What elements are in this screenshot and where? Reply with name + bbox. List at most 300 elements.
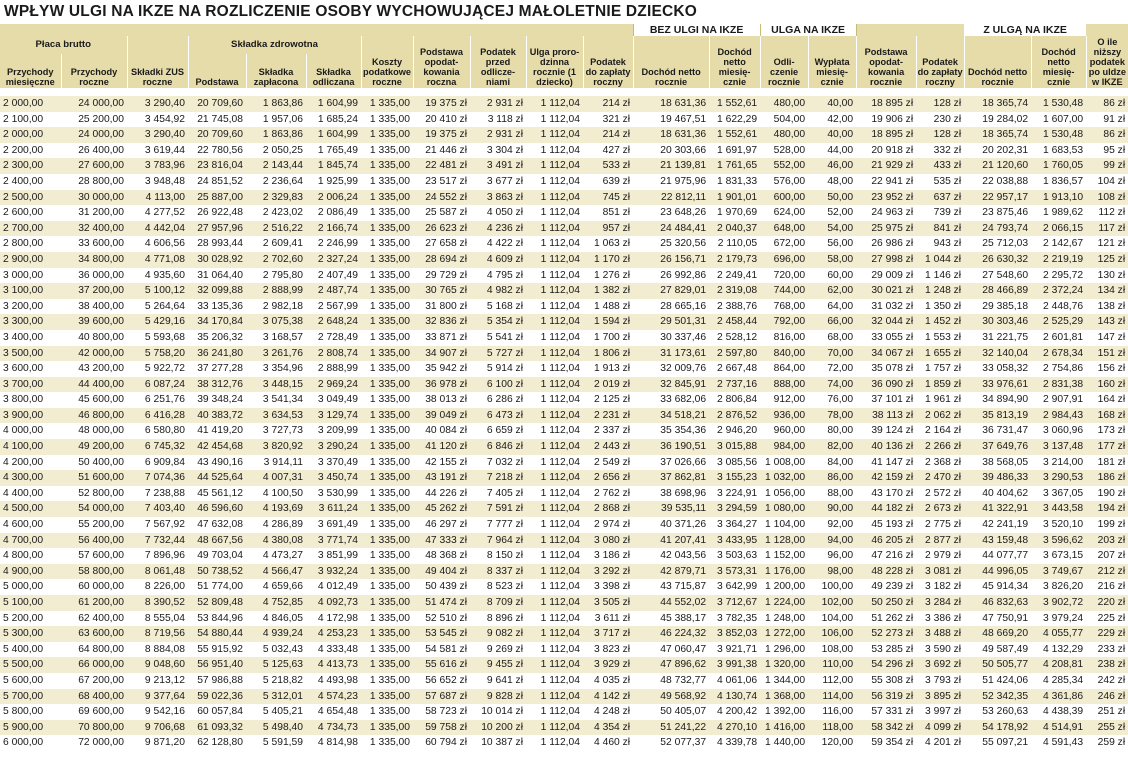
table-cell: 1 146 zł	[916, 268, 964, 284]
table-cell: 48 667,56	[188, 533, 246, 549]
table-cell: 3 186 zł	[583, 548, 633, 564]
table-cell: 3 137,48	[1031, 439, 1086, 455]
table-cell: 1 320,00	[760, 657, 808, 673]
table-cell: 38 113 zł	[856, 408, 916, 424]
table-cell: 51 774,00	[188, 579, 246, 595]
table-cell: 3 505 zł	[583, 595, 633, 611]
table-cell: 26 400,00	[61, 143, 127, 159]
table-cell: 23 816,04	[188, 158, 246, 174]
table-cell: 4 422 zł	[470, 236, 526, 252]
table-cell: 58,00	[808, 252, 856, 268]
header-z-dochod-rocznie: Dochód netto rocznie	[964, 36, 1031, 88]
table-cell: 43 191 zł	[413, 470, 470, 486]
table-cell: 94,00	[808, 533, 856, 549]
table-cell: 30 028,92	[188, 252, 246, 268]
table-cell: 49 404 zł	[413, 564, 470, 580]
table-cell: 1 552,61	[709, 96, 760, 112]
table-cell: 3 727,73	[246, 423, 306, 439]
table-cell: 4 248 zł	[583, 704, 633, 720]
ikze-table	[0, 24, 1128, 751]
table-cell: 3 168,57	[246, 330, 306, 346]
table-cell: 186 zł	[1086, 470, 1128, 486]
table-cell: 76,00	[808, 392, 856, 408]
table-cell: 4 300,00	[0, 470, 61, 486]
table-cell: 1 765,49	[306, 143, 361, 159]
table-cell: 52 077,37	[633, 735, 709, 751]
table-cell: 1 296,00	[760, 642, 808, 658]
table-cell: 4 200,00	[0, 455, 61, 471]
table-cell: 40 136 zł	[856, 439, 916, 455]
table-cell: 25 887,00	[188, 190, 246, 206]
table-cell: 68,00	[808, 330, 856, 346]
table-cell: 4 099 zł	[916, 720, 964, 736]
table-cell: 70,00	[808, 346, 856, 362]
table-cell: 1 112,04	[526, 704, 583, 720]
table-cell: 2 000,00	[0, 96, 61, 112]
table-cell: 28 993,44	[188, 236, 246, 252]
table-cell: 816,00	[760, 330, 808, 346]
table-cell: 2 110,05	[709, 236, 760, 252]
table-cell: 2 795,80	[246, 268, 306, 284]
table-cell: 5 922,72	[127, 361, 188, 377]
table-cell: 1 989,62	[1031, 205, 1086, 221]
table-cell: 1 112,04	[526, 392, 583, 408]
table-cell: 3 075,38	[246, 314, 306, 330]
table-cell: 4 473,27	[246, 548, 306, 564]
table-cell: 134 zł	[1086, 283, 1128, 299]
table-header	[0, 24, 1128, 88]
table-cell: 3 914,11	[246, 455, 306, 471]
table-cell: 1 335,00	[361, 392, 413, 408]
table-cell: 1 112,04	[526, 548, 583, 564]
table-cell: 6 909,84	[127, 455, 188, 471]
table-cell: 3 800,00	[0, 392, 61, 408]
table-row	[0, 548, 1128, 564]
table-cell: 233 zł	[1086, 642, 1128, 658]
table-cell: 2 458,44	[709, 314, 760, 330]
table-cell: 3 932,24	[306, 564, 361, 580]
table-cell: 1 335,00	[361, 252, 413, 268]
table-cell: 39 600,00	[61, 314, 127, 330]
table-cell: 4 285,34	[1031, 673, 1086, 689]
table-cell: 6 846 zł	[470, 439, 526, 455]
table-cell: 40 404,62	[964, 486, 1031, 502]
table-cell: 1 112,04	[526, 735, 583, 751]
table-cell: 50 505,77	[964, 657, 1031, 673]
table-cell: 3 541,34	[246, 392, 306, 408]
table-cell: 9 542,16	[127, 704, 188, 720]
table-cell: 3 863 zł	[470, 190, 526, 206]
table-cell: 177 zł	[1086, 439, 1128, 455]
table-cell: 1 335,00	[361, 439, 413, 455]
table-cell: 3 080 zł	[583, 533, 633, 549]
table-cell: 18 365,74	[964, 96, 1031, 112]
table-row	[0, 268, 1128, 284]
table-cell: 55 097,21	[964, 735, 1031, 751]
table-cell: 1 248,00	[760, 611, 808, 627]
table-cell: 2 500,00	[0, 190, 61, 206]
table-cell: 4 200,42	[709, 704, 760, 720]
table-cell: 3 292 zł	[583, 564, 633, 580]
table-cell: 52 342,35	[964, 689, 1031, 705]
table-cell: 9 213,12	[127, 673, 188, 689]
table-cell: 1 335,00	[361, 470, 413, 486]
table-cell: 1 056,00	[760, 486, 808, 502]
table-cell: 7 218 zł	[470, 470, 526, 486]
table-cell: 41 120 zł	[413, 439, 470, 455]
table-cell: 1 655 zł	[916, 346, 964, 362]
table-cell: 1 335,00	[361, 611, 413, 627]
table-cell: 61 200,00	[61, 595, 127, 611]
table-cell: 19 375 zł	[413, 127, 470, 143]
table-row	[0, 501, 1128, 517]
table-cell: 21 446 zł	[413, 143, 470, 159]
table-cell: 1 112,04	[526, 595, 583, 611]
table-cell: 46 297 zł	[413, 517, 470, 533]
table-cell: 54,00	[808, 221, 856, 237]
table-cell: 27 829,01	[633, 283, 709, 299]
table-cell: 86 zł	[1086, 127, 1128, 143]
table-cell: 1 831,33	[709, 174, 760, 190]
table-cell: 36 090 zł	[856, 377, 916, 393]
table-cell: 1 112,04	[526, 143, 583, 159]
table-cell: 54 581 zł	[413, 642, 470, 658]
table-cell: 242 zł	[1086, 673, 1128, 689]
table-cell: 3 997 zł	[916, 704, 964, 720]
table-cell: 9 377,64	[127, 689, 188, 705]
header-o-ile-nizszy: O ile niższy podatek po uldze w IKZE	[1086, 36, 1128, 88]
table-cell: 2 246,99	[306, 236, 361, 252]
table-cell: 648,00	[760, 221, 808, 237]
table-cell: 4 012,49	[306, 579, 361, 595]
table-cell: 7 777 zł	[470, 517, 526, 533]
table-cell: 216 zł	[1086, 579, 1128, 595]
table-cell: 41 207,41	[633, 533, 709, 549]
table-cell: 29 501,31	[633, 314, 709, 330]
table-cell: 6 580,80	[127, 423, 188, 439]
table-cell: 2 609,41	[246, 236, 306, 252]
table-cell: 2 728,49	[306, 330, 361, 346]
table-cell: 37 200,00	[61, 283, 127, 299]
table-cell: 2 601,81	[1031, 330, 1086, 346]
table-cell: 4 493,98	[306, 673, 361, 689]
table-cell: 26 623 zł	[413, 221, 470, 237]
table-cell: 3 118 zł	[470, 112, 526, 128]
table-cell: 2 806,84	[709, 392, 760, 408]
table-cell: 3 895 zł	[916, 689, 964, 705]
table-cell: 48 228 zł	[856, 564, 916, 580]
table-cell: 1 685,24	[306, 112, 361, 128]
table-cell: 1 112,04	[526, 501, 583, 517]
table-row	[0, 626, 1128, 642]
table-cell: 3 354,96	[246, 361, 306, 377]
table-cell: 18 631,36	[633, 127, 709, 143]
table-cell: 5 200,00	[0, 611, 61, 627]
table-cell: 1 335,00	[361, 330, 413, 346]
table-cell: 3 717 zł	[583, 626, 633, 642]
table-cell: 2 877 zł	[916, 533, 964, 549]
table-cell: 321 zł	[583, 112, 633, 128]
table-cell: 22 957,17	[964, 190, 1031, 206]
table-cell: 552,00	[760, 158, 808, 174]
table-cell: 1 836,57	[1031, 174, 1086, 190]
table-row	[0, 236, 1128, 252]
table-cell: 4 734,73	[306, 720, 361, 736]
table-cell: 48 368 zł	[413, 548, 470, 564]
table-cell: 1 335,00	[361, 564, 413, 580]
table-cell: 1 176,00	[760, 564, 808, 580]
table-cell: 1 008,00	[760, 455, 808, 471]
table-cell: 1 594 zł	[583, 314, 633, 330]
header-bez-dochod-rocznie: Dochód netto rocznie	[633, 36, 709, 88]
table-cell: 2 487,74	[306, 283, 361, 299]
table-cell: 2 266 zł	[916, 439, 964, 455]
table-cell: 5 000,00	[0, 579, 61, 595]
table-cell: 2 319,08	[709, 283, 760, 299]
table-cell: 9 269 zł	[470, 642, 526, 658]
table-cell: 34 170,84	[188, 314, 246, 330]
table-cell: 66 000,00	[61, 657, 127, 673]
table-cell: 3 851,99	[306, 548, 361, 564]
table-cell: 960,00	[760, 423, 808, 439]
table-cell: 1 112,04	[526, 361, 583, 377]
table-cell: 1 112,04	[526, 657, 583, 673]
table-cell: 3 691,49	[306, 517, 361, 533]
table-cell: 43 170 zł	[856, 486, 916, 502]
table-cell: 3 284 zł	[916, 595, 964, 611]
table-cell: 2 470 zł	[916, 470, 964, 486]
table-cell: 2 062 zł	[916, 408, 964, 424]
table-cell: 1 112,04	[526, 455, 583, 471]
table-cell: 23 875,46	[964, 205, 1031, 221]
table-cell: 2 888,99	[306, 361, 361, 377]
table-cell: 1 112,04	[526, 283, 583, 299]
table-cell: 52 809,48	[188, 595, 246, 611]
table-cell: 42 155 zł	[413, 455, 470, 471]
table-cell: 1 170 zł	[583, 252, 633, 268]
header-placa-brutto: Płaca brutto	[0, 36, 127, 54]
table-row	[0, 112, 1128, 128]
table-cell: 1 335,00	[361, 174, 413, 190]
table-cell: 147 zł	[1086, 330, 1128, 346]
table-cell: 639 zł	[583, 174, 633, 190]
table-cell: 118,00	[808, 720, 856, 736]
table-row	[0, 579, 1128, 595]
table-cell: 138 zł	[1086, 299, 1128, 315]
table-cell: 86 zł	[1086, 96, 1128, 112]
table-cell: 80,00	[808, 423, 856, 439]
table-cell: 28 466,89	[964, 283, 1031, 299]
table-cell: 9 048,60	[127, 657, 188, 673]
table-cell: 33 600,00	[61, 236, 127, 252]
table-cell: 54 178,92	[964, 720, 1031, 736]
table-cell: 3 443,58	[1031, 501, 1086, 517]
table-cell: 851 zł	[583, 205, 633, 221]
table-cell: 151 zł	[1086, 346, 1128, 362]
table-cell: 7 732,44	[127, 533, 188, 549]
table-cell: 1 276 zł	[583, 268, 633, 284]
table-cell: 55 200,00	[61, 517, 127, 533]
table-cell: 53 545 zł	[413, 626, 470, 642]
table-cell: 1 112,04	[526, 689, 583, 705]
table-cell: 108 zł	[1086, 190, 1128, 206]
table-cell: 4 566,47	[246, 564, 306, 580]
table-cell: 3 642,99	[709, 579, 760, 595]
table-cell: 24 484,41	[633, 221, 709, 237]
table-row	[0, 689, 1128, 705]
table-cell: 238 zł	[1086, 657, 1128, 673]
table-cell: 3 290,40	[127, 127, 188, 143]
table-cell: 7 567,92	[127, 517, 188, 533]
table-cell: 98,00	[808, 564, 856, 580]
table-cell: 33 682,06	[633, 392, 709, 408]
table-cell: 56,00	[808, 236, 856, 252]
table-cell: 1 335,00	[361, 283, 413, 299]
table-cell: 1 335,00	[361, 657, 413, 673]
table-cell: 4 700,00	[0, 533, 61, 549]
table-cell: 48 732,77	[633, 673, 709, 689]
table-cell: 3 700,00	[0, 377, 61, 393]
table-cell: 1 335,00	[361, 455, 413, 471]
table-cell: 58 723 zł	[413, 704, 470, 720]
table-cell: 1 112,04	[526, 423, 583, 439]
table-row	[0, 408, 1128, 424]
table-cell: 214 zł	[583, 127, 633, 143]
table-cell: 3 224,91	[709, 486, 760, 502]
table-cell: 230 zł	[916, 112, 964, 128]
table-cell: 4 100,50	[246, 486, 306, 502]
table-cell: 2 388,76	[709, 299, 760, 315]
table-cell: 1 112,04	[526, 470, 583, 486]
table-cell: 4 253,23	[306, 626, 361, 642]
table-cell: 943 zł	[916, 236, 964, 252]
table-cell: 1 416,00	[760, 720, 808, 736]
table-cell: 128 zł	[916, 96, 964, 112]
table-cell: 26 922,48	[188, 205, 246, 221]
table-cell: 1 335,00	[361, 517, 413, 533]
table-cell: 48,00	[808, 174, 856, 190]
table-cell: 90,00	[808, 501, 856, 517]
table-cell: 4 600,00	[0, 517, 61, 533]
table-cell: 9 871,20	[127, 735, 188, 751]
table-cell: 32 845,91	[633, 377, 709, 393]
table-cell: 4 172,98	[306, 611, 361, 627]
table-cell: 32 044 zł	[856, 314, 916, 330]
table-cell: 3 530,99	[306, 486, 361, 502]
table-cell: 20 410 zł	[413, 112, 470, 128]
table-cell: 37 862,81	[633, 470, 709, 486]
table-cell: 1 961 zł	[916, 392, 964, 408]
table-cell: 3 749,67	[1031, 564, 1086, 580]
table-cell: 1 112,04	[526, 533, 583, 549]
table-row	[0, 283, 1128, 299]
table-cell: 2 516,22	[246, 221, 306, 237]
table-cell: 6 000,00	[0, 735, 61, 751]
table-cell: 3 015,88	[709, 439, 760, 455]
table-cell: 3 370,49	[306, 455, 361, 471]
table-cell: 251 zł	[1086, 704, 1128, 720]
table-cell: 1 335,00	[361, 626, 413, 642]
table-cell: 7 032 zł	[470, 455, 526, 471]
table-cell: 54 296 zł	[856, 657, 916, 673]
table-cell: 25 587 zł	[413, 205, 470, 221]
table-cell: 5 429,16	[127, 314, 188, 330]
table-cell: 8 719,56	[127, 626, 188, 642]
table-cell: 2 066,15	[1031, 221, 1086, 237]
table-row	[0, 486, 1128, 502]
table-row	[0, 143, 1128, 159]
table-cell: 2 549 zł	[583, 455, 633, 471]
table-cell: 3 921,71	[709, 642, 760, 658]
table-cell: 55 915,92	[188, 642, 246, 658]
table-cell: 3 491 zł	[470, 158, 526, 174]
table-cell: 3 929 zł	[583, 657, 633, 673]
table-cell: 3 771,74	[306, 533, 361, 549]
table-cell: 864,00	[760, 361, 808, 377]
table-cell: 3 433,95	[709, 533, 760, 549]
table-cell: 20 303,66	[633, 143, 709, 159]
table-cell: 1 335,00	[361, 486, 413, 502]
table-cell: 1 112,04	[526, 642, 583, 658]
table-cell: 2 443 zł	[583, 439, 633, 455]
table-cell: 2 100,00	[0, 112, 61, 128]
table-cell: 121 zł	[1086, 236, 1128, 252]
table-cell: 55 616 zł	[413, 657, 470, 673]
table-cell: 2 700,00	[0, 221, 61, 237]
table-cell: 7 896,96	[127, 548, 188, 564]
table-cell: 1 335,00	[361, 579, 413, 595]
table-cell: 4 460 zł	[583, 735, 633, 751]
table-cell: 7 403,40	[127, 501, 188, 517]
table-cell: 4 400,00	[0, 486, 61, 502]
table-cell: 42,00	[808, 112, 856, 128]
table-cell: 3 503,63	[709, 548, 760, 564]
table-cell: 34 067 zł	[856, 346, 916, 362]
table-cell: 2 231 zł	[583, 408, 633, 424]
table-cell: 2 019 zł	[583, 377, 633, 393]
table-cell: 936,00	[760, 408, 808, 424]
table-cell: 3 820,92	[246, 439, 306, 455]
table-cell: 504,00	[760, 112, 808, 128]
table-cell: 1 112,04	[526, 626, 583, 642]
table-row	[0, 330, 1128, 346]
table-cell: 4 814,98	[306, 735, 361, 751]
table-cell: 3 677 zł	[470, 174, 526, 190]
table-cell: 70 800,00	[61, 720, 127, 736]
table-cell: 6 100 zł	[470, 377, 526, 393]
table-cell: 39 049 zł	[413, 408, 470, 424]
table-cell: 1 335,00	[361, 408, 413, 424]
table-cell: 2 907,91	[1031, 392, 1086, 408]
table-cell: 1 104,00	[760, 517, 808, 533]
table-cell: 45 388,17	[633, 611, 709, 627]
table-row	[0, 595, 1128, 611]
table-cell: 2 295,72	[1031, 268, 1086, 284]
table-cell: 1 700 zł	[583, 330, 633, 346]
table-cell: 4 286,89	[246, 517, 306, 533]
table-cell: 168 zł	[1086, 408, 1128, 424]
table-cell: 6 659 zł	[470, 423, 526, 439]
table-cell: 1 335,00	[361, 205, 413, 221]
table-cell: 2 762 zł	[583, 486, 633, 502]
table-cell: 1 112,04	[526, 579, 583, 595]
table-cell: 3 991,38	[709, 657, 760, 673]
table-cell: 20 709,60	[188, 127, 246, 143]
table-cell: 5 218,82	[246, 673, 306, 689]
table-cell: 5 727 zł	[470, 346, 526, 362]
table-cell: 1 200,00	[760, 579, 808, 595]
table-cell: 35 206,32	[188, 330, 246, 346]
